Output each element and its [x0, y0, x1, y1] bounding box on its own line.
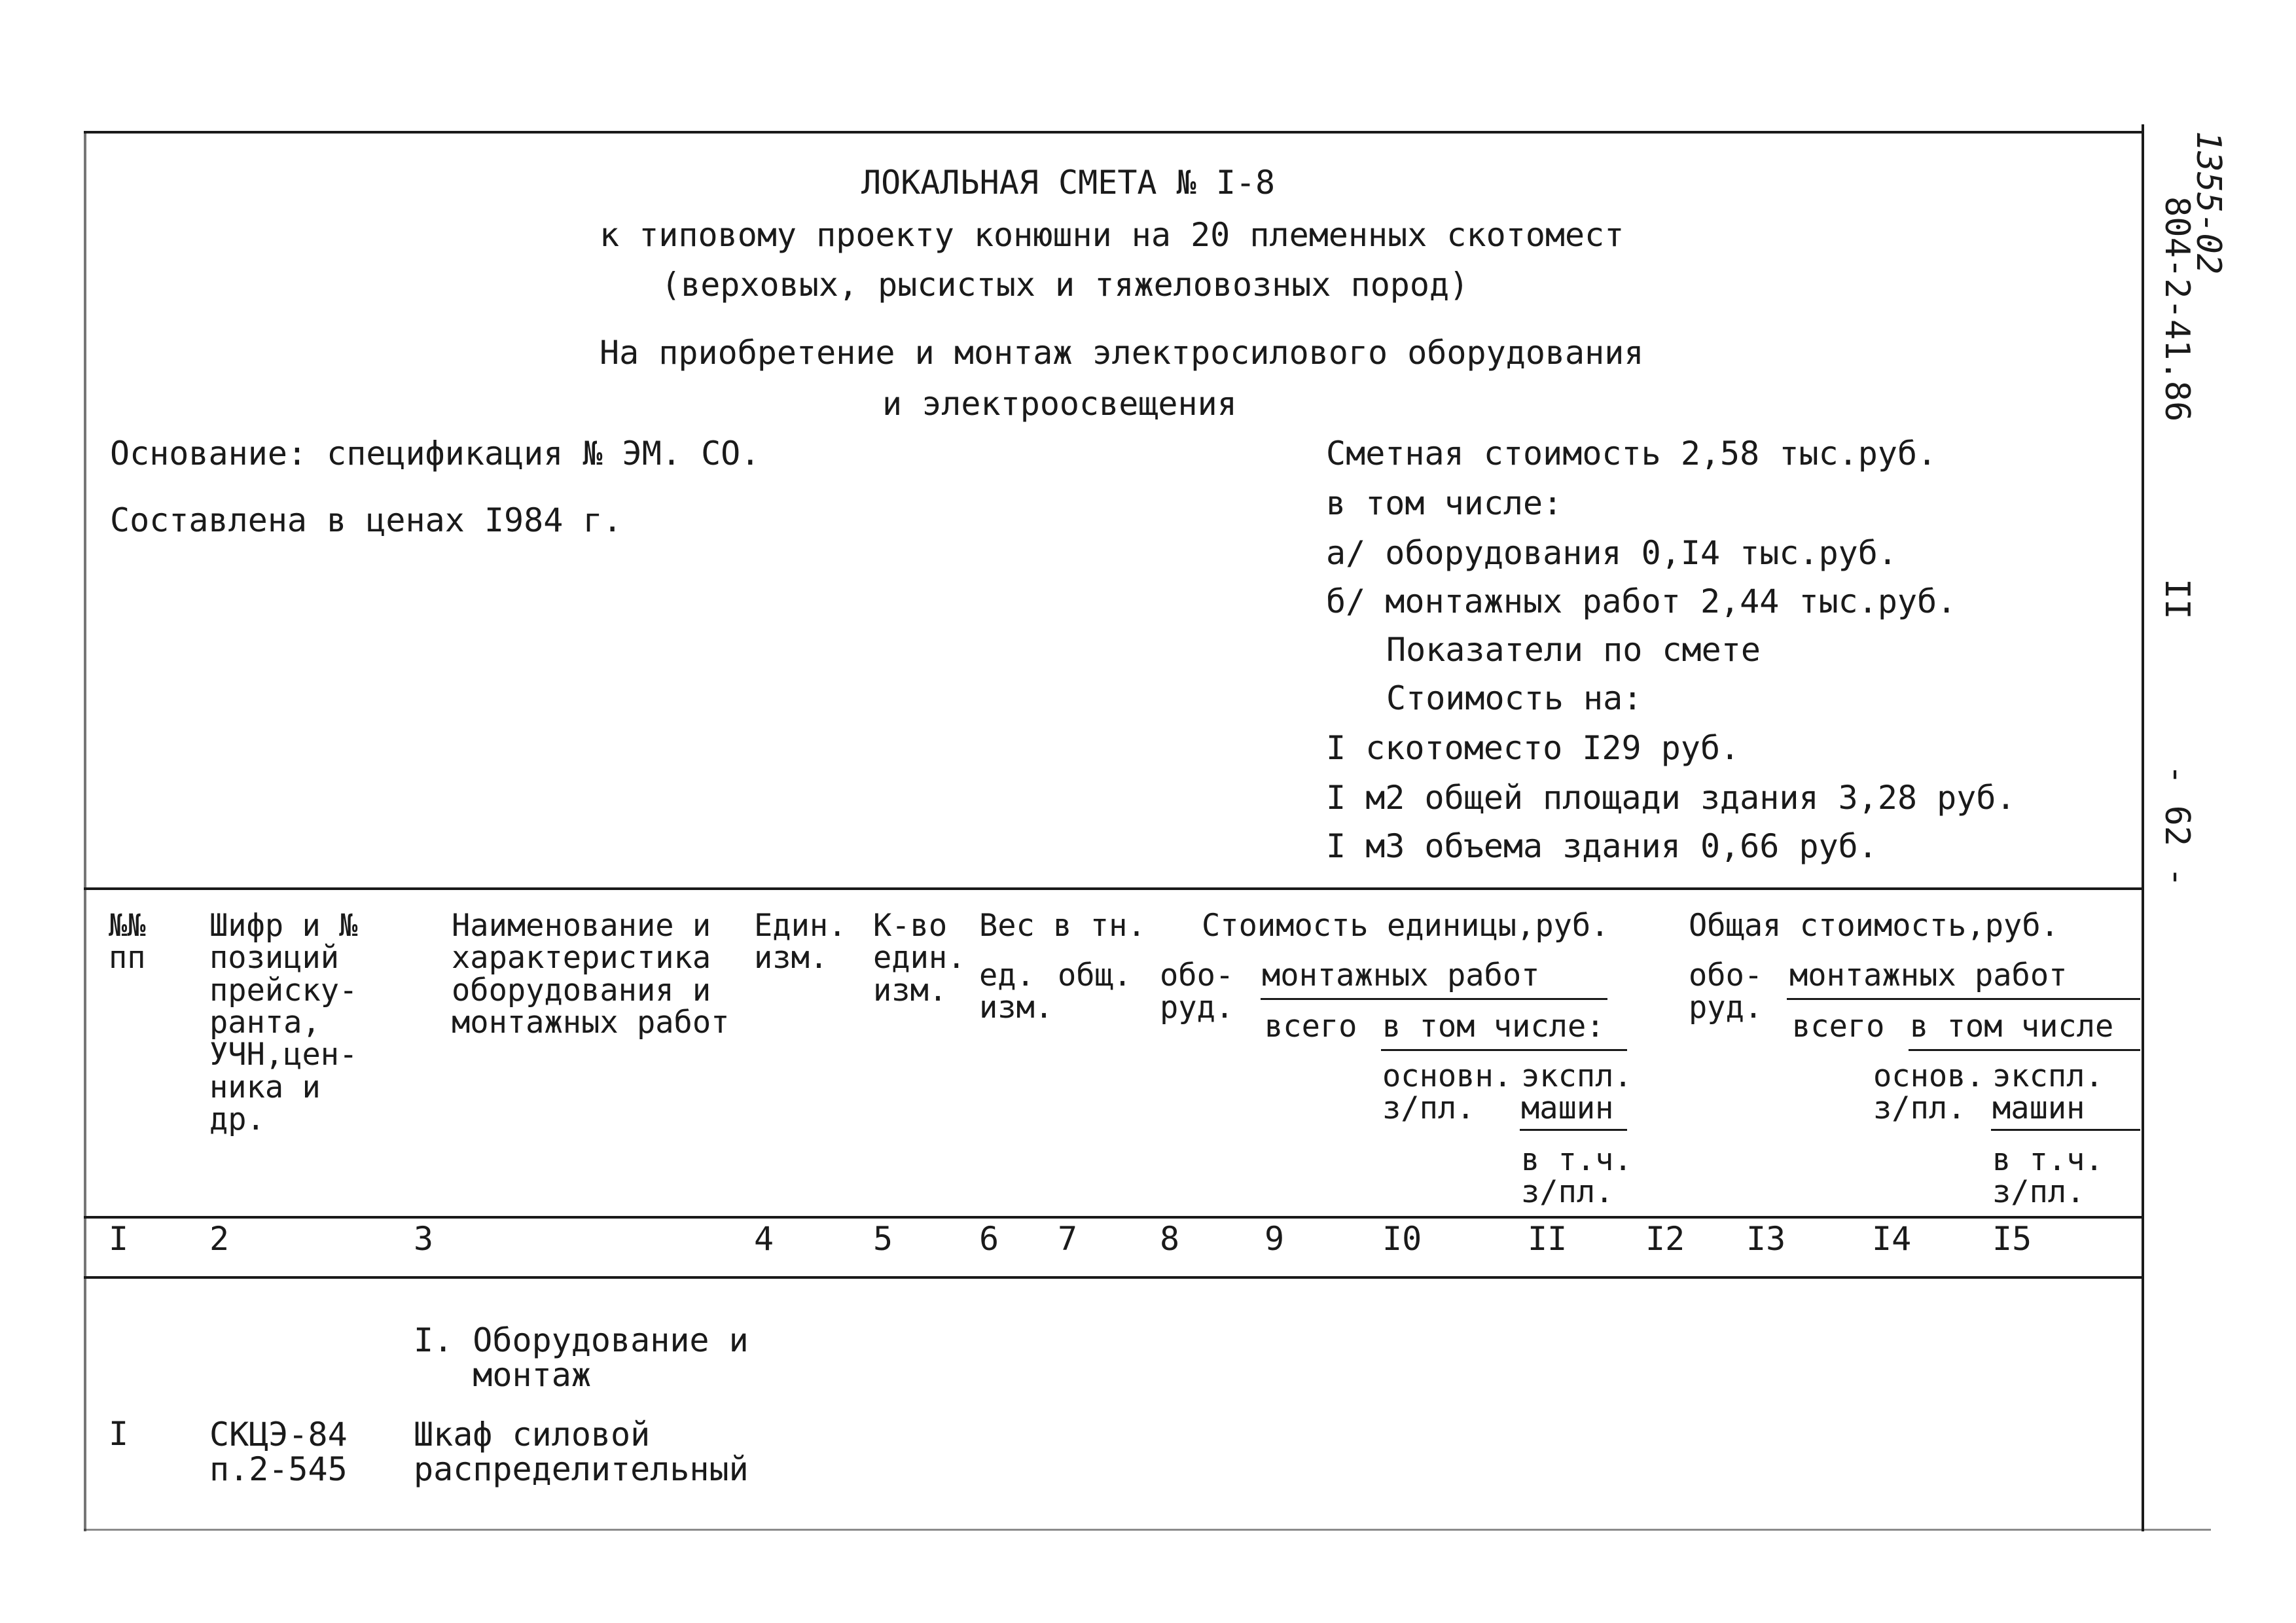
- header-total-machines: экспл. машин: [1992, 1058, 2104, 1127]
- col-number-9: 9: [1265, 1220, 1285, 1258]
- header-total-unit: всего: [1265, 1008, 1357, 1044]
- frame-bottom-line: [84, 1529, 2211, 1531]
- header-unit: Един. изм.: [754, 908, 847, 976]
- col-number-13: I3: [1746, 1220, 1786, 1258]
- doc-title: ЛОКАЛЬНАЯ СМЕТА № I-8: [861, 164, 1276, 202]
- header-base-salary: основн. з/пл.: [1382, 1058, 1513, 1127]
- cost-indicators: Показатели по смете: [1386, 631, 1761, 669]
- col-number-14: I4: [1872, 1220, 1912, 1258]
- header-weight: Вес в тн.: [979, 908, 1146, 944]
- cost-per-m3: I м3 объема здания 0,66 руб.: [1326, 827, 1878, 865]
- header-total-machines-rule: [1991, 1129, 2140, 1131]
- doc-purpose-2: и электроосвещения: [882, 385, 1237, 423]
- col-number-1: I: [109, 1220, 129, 1258]
- doc-subtitle-2: (верховых, рысистых и тяжеловозных пород): [661, 266, 1469, 304]
- header-installation-total: монтажных работ: [1789, 957, 2068, 993]
- doc-purpose-1: На приобретение и монтаж электросилового оборудования: [600, 334, 1644, 372]
- side-page: - 62 -: [2157, 764, 2197, 887]
- side-code: 804-2-41.86: [2157, 196, 2197, 422]
- side-album: II: [2157, 579, 2197, 620]
- cost-per-m2: I м2 общей площади здания 3,28 руб.: [1326, 779, 2016, 817]
- header-equipment: обо- руд.: [1160, 957, 1234, 1026]
- col-number-3: 3: [414, 1220, 434, 1258]
- header-installation-total-rule: [1787, 998, 2140, 1000]
- col-number-bottom-line: [84, 1276, 2143, 1279]
- cost-total: Сметная стоимость 2,58 тыс.руб.: [1326, 435, 1937, 473]
- header-total-cost: Общая стоимость,руб.: [1689, 908, 2059, 944]
- col-number-8: 8: [1160, 1220, 1180, 1258]
- col-number-10: I0: [1382, 1220, 1422, 1258]
- cost-per-stall: I скотоместо I29 руб.: [1326, 729, 1740, 767]
- header-including-unit: в том числе:: [1382, 1008, 1605, 1044]
- col-number-4: 4: [754, 1220, 774, 1258]
- header-total-total: всего: [1792, 1008, 1885, 1044]
- header-total-machines-salary: в т.ч. з/пл.: [1992, 1142, 2104, 1211]
- frame-right-line: [2142, 124, 2144, 1531]
- header-machines: экспл. машин: [1521, 1058, 1632, 1127]
- cost-installation: б/ монтажных работ 2,44 тыс.руб.: [1326, 582, 1957, 620]
- row-1-code: СКЦЭ-84 п.2-545: [209, 1416, 348, 1488]
- header-machines-salary: в т.ч. з/пл.: [1521, 1142, 1632, 1211]
- header-installation-unit-rule: [1261, 998, 1607, 1000]
- doc-subtitle-1: к типовому проекту конюшни на 20 племенных скотомест: [600, 216, 1624, 254]
- row-1-number: I: [109, 1415, 129, 1453]
- cost-equipment: а/ оборудования 0,I4 тыс.руб.: [1326, 534, 1897, 572]
- section-heading: I. Оборудование и монтаж: [414, 1321, 749, 1394]
- header-name: Наименование и характеристика оборудования и монтажных работ: [452, 908, 730, 1041]
- basis-spec: Основание: спецификация № ЭМ. СО.: [110, 435, 761, 473]
- header-including-unit-rule: [1381, 1049, 1627, 1051]
- table-top-line: [84, 887, 2143, 890]
- header-total-equipment: обо- руд.: [1689, 957, 1763, 1026]
- row-1-name: Шкаф силовой распределительный: [414, 1416, 749, 1488]
- header-quantity: К-во един. изм.: [873, 908, 966, 1008]
- header-installation-unit: монтажных работ: [1262, 957, 1540, 993]
- frame-top-line: [84, 131, 2143, 134]
- header-bottom-line: [84, 1216, 2143, 1219]
- col-number-11: II: [1528, 1220, 1568, 1258]
- col-number-15: I5: [1992, 1220, 2032, 1258]
- frame-left-line: [84, 131, 86, 1531]
- header-unit-cost: Стоимость единицы,руб.: [1202, 908, 1609, 944]
- header-including-total-rule: [1909, 1049, 2140, 1051]
- header-including-total: в том числе: [1910, 1008, 2114, 1044]
- col-number-12: I2: [1645, 1220, 1685, 1258]
- col-number-6: 6: [979, 1220, 999, 1258]
- header-total-base-salary: основ. з/пл.: [1873, 1058, 1984, 1127]
- header-weight-unit: ед. изм.: [979, 957, 1054, 1026]
- cost-per-label: Стоимость на:: [1386, 679, 1643, 717]
- col-number-2: 2: [209, 1220, 230, 1258]
- cost-including: в том числе:: [1326, 484, 1563, 522]
- col-number-5: 5: [873, 1220, 893, 1258]
- basis-prices: Составлена в ценах I984 г.: [110, 501, 622, 539]
- header-machines-rule: [1520, 1129, 1627, 1131]
- side-code-handwritten: 1355-02: [2189, 131, 2228, 275]
- header-number: №№ пп: [109, 908, 146, 976]
- header-code: Шифр и № позиций прейску- ранта, УЧН,цен- ника и др.: [209, 908, 358, 1138]
- col-number-7: 7: [1058, 1220, 1078, 1258]
- header-weight-total: общ.: [1058, 957, 1132, 993]
